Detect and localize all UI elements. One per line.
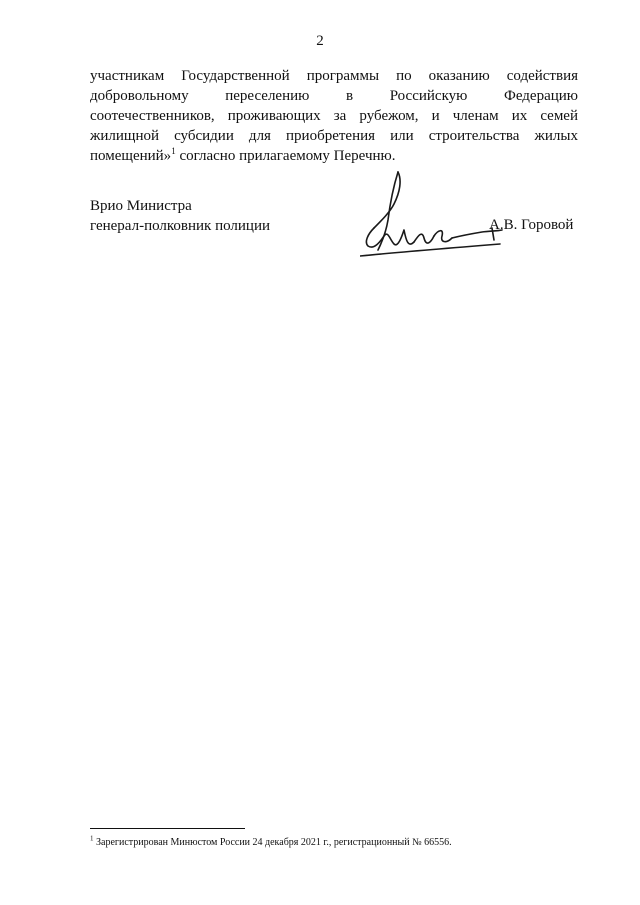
body-last-line-end: согласно прилагаемому Перечню. [175,148,396,164]
body-last-line-start: помещений» [90,148,172,164]
body-line: добровольному переселению в Российскую Федерацию [90,88,578,104]
handwritten-signature [360,170,510,265]
body-line: участникам Государственной программы по оказанию содействия [90,68,578,84]
body-paragraph [90,66,578,166]
signatory-rank: генерал-полковник полиции [90,218,271,234]
footnote-text: Зарегистрирован Минюстом России 24 декабря 2021 г., регистрационный № 66556. [93,837,452,848]
signatory-position [90,196,270,236]
footnote-reference: 1 [171,146,176,156]
signer-name: А.В. Горовой [489,217,574,233]
body-line: жилищной субсидии для приобретения или строительства жилых [90,128,578,144]
body-last-line [90,146,578,166]
footnote-mark: 1 [90,834,94,843]
body-line: соотечественников, проживающих за рубежом, и членам их семей [90,108,578,124]
footnote-separator [90,828,245,829]
signatory-title: Врио Министра [90,198,192,214]
page-number: 2 [316,33,324,49]
footnote [90,836,452,849]
